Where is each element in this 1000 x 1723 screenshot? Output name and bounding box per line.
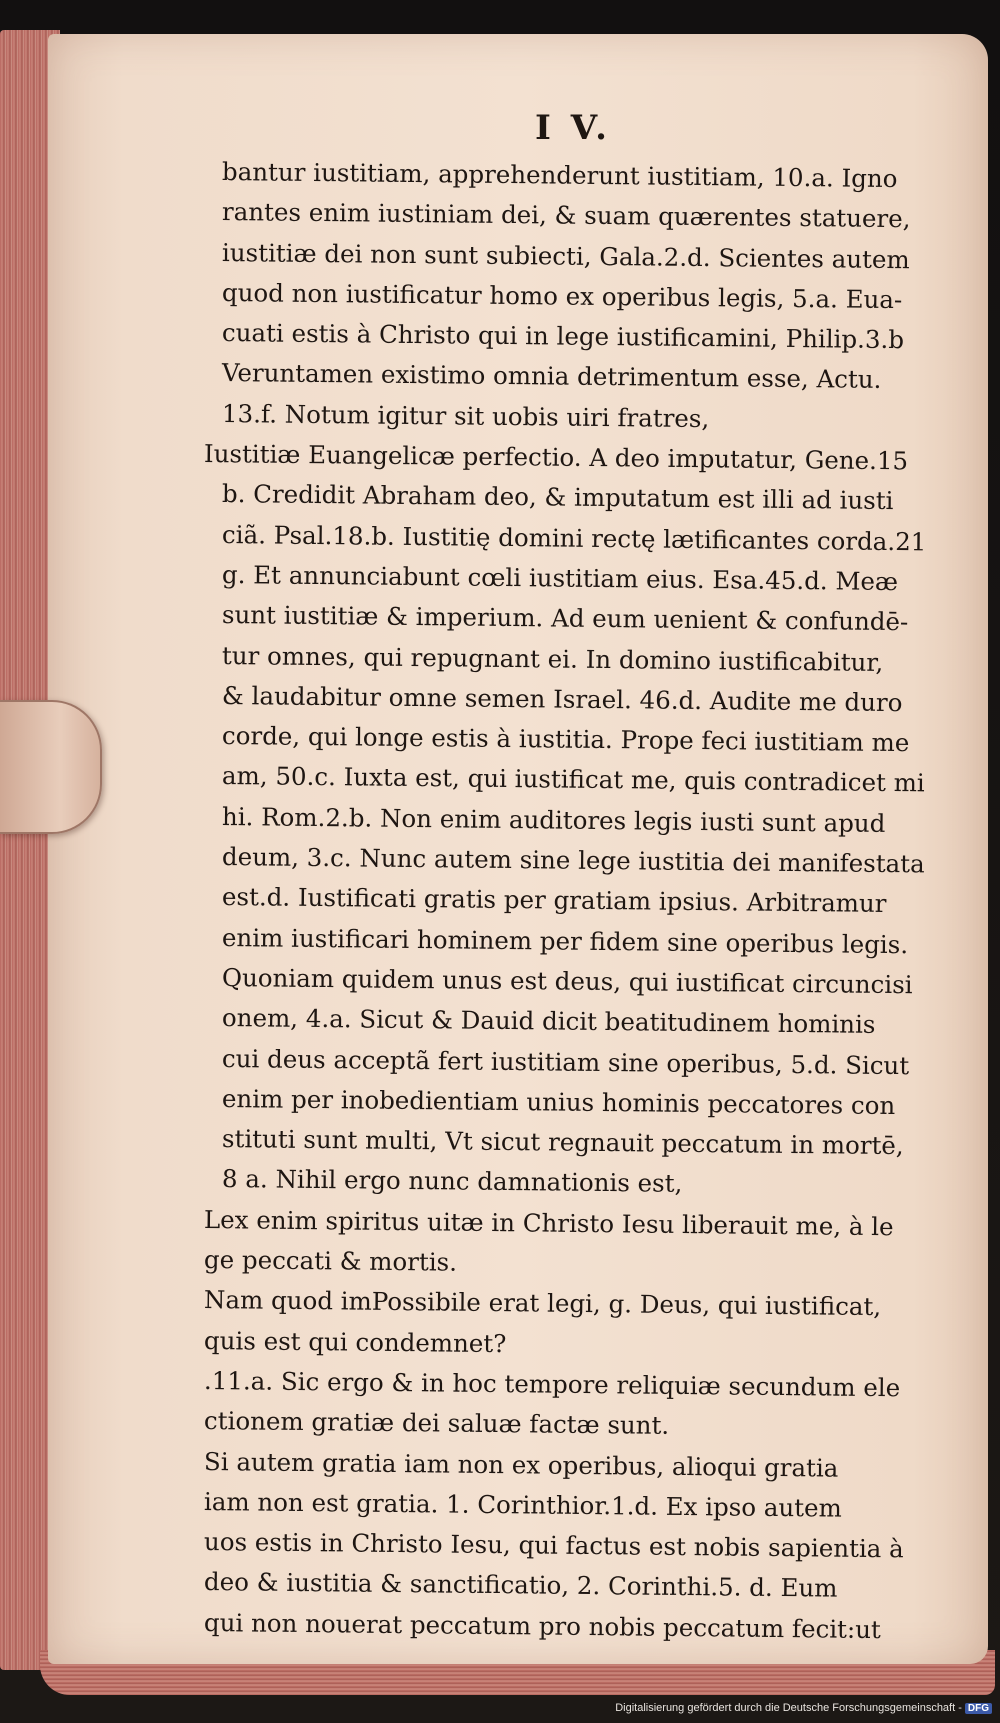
text-line: ge peccati & mortis. [203, 1245, 458, 1277]
text-line: stituti sunt multi, Vt sicut regnauit peccatum in mortē, [221, 1124, 904, 1161]
text-line: enim iustificari hominem per fidem sine operibus legis. [221, 922, 909, 959]
credit-text: Digitalisierung gefördert durch die Deutsche Forschungsgemeinschaft - [615, 1702, 962, 1714]
text-line: 8 a. Nihil ergo nunc damnationis est, [221, 1164, 683, 1199]
text-line: enim per inobedientiam unius hominis peccatores con [221, 1083, 896, 1120]
text-line: onem, 4.a. Sicut & Dauid dicit beatitudinem hominis [221, 1003, 876, 1040]
text-line: qui non nouerat peccatum pro nobis peccatum fecit:ut [203, 1607, 882, 1644]
text-line: uos estis in Christo Iesu, qui factus est nobis sapientia à [203, 1527, 904, 1564]
text-line: am, 50.c. Iuxta est, qui iustificat me, quis contradicet mi [221, 761, 925, 798]
text-line: Iustitiæ Euangelicæ perfectio. A deo imputatur, Gene.15 [203, 439, 909, 476]
page-text-block [203, 152, 962, 1644]
text-line: 13.f. Notum igitur sit uobis uiri fratres, [221, 398, 710, 433]
text-line: Si autem gratia iam non ex operibus, alioqui gratia [203, 1446, 839, 1483]
text-line: iustitiæ dei non sunt subiecti, Gala.2.d. Scientes autem [221, 237, 910, 274]
text-line: deo & iustitia & sanctificatio, 2. Corinthi.5. d. Eum [203, 1567, 838, 1604]
text-line: sunt iustitiæ & imperium. Ad eum uenient & confundē- [221, 600, 909, 637]
text-line: quis est qui condemnet? [203, 1325, 507, 1358]
text-line: est.d. Iustificati gratis per gratiam ipsius. Arbitramur [221, 882, 887, 919]
text-line: cui deus acceptã fert iustitiam sine operibus, 5.d. Sicut [221, 1043, 910, 1080]
text-line: & laudabitur omne semen Israel. 46.d. Audite me duro [221, 680, 903, 717]
text-line: quod non iustificatur homo ex operibus legis, 5.a. Eua- [221, 277, 903, 315]
text-line: Nam quod imPossibile erat legi, g. Deus, qui iustificat, [203, 1285, 882, 1322]
dfg-logo: DFG [965, 1703, 992, 1714]
text-line: iam non est gratia. 1. Corinthior.1.d. Ex ipso autem [203, 1486, 842, 1523]
digitization-credit [615, 1702, 992, 1714]
text-line: Lex enim spiritus uitæ in Christo Iesu liberauit me, à le [203, 1204, 894, 1241]
text-line: ciã. Psal.18.b. Iustitię domini rectę lætificantes corda.21 [221, 519, 927, 557]
page-folio: I V. [535, 108, 612, 148]
text-line: hi. Rom.2.b. Non enim auditores legis iusti sunt apud [221, 801, 886, 838]
text-line: g. Et annunciabunt cœli iustitiam eius. Esa.45.d. Meæ [221, 559, 899, 597]
text-line: ctionem gratiæ dei saluæ factæ sunt. [203, 1406, 670, 1441]
book-clasp [0, 700, 102, 834]
text-line: Quoniam quidem unus est deus, qui iustificat circuncisi [221, 962, 913, 1000]
text-line: b. Credidit Abraham deo, & imputatum est illi ad iusti [221, 479, 894, 516]
text-line: deum, 3.c. Nunc autem sine lege iustitia dei manifestata [221, 842, 925, 879]
text-line: tur omnes, qui repugnant ei. In domino iustificabitur, [221, 640, 884, 677]
text-line: Veruntamen existimo omnia detrimentum esse, Actu. [221, 358, 882, 395]
text-line: rantes enim iustiniam dei, & suam quærentes statuere, [221, 197, 911, 234]
text-line: bantur iustitiam, apprehenderunt iustitiam, 10.a. Igno [221, 157, 898, 194]
text-line: .11.a. Sic ergo & in hoc tempore reliquiæ secundum ele [203, 1365, 901, 1403]
text-line: cuati estis à Christo qui in lege iustificamini, Philip.3.b [221, 318, 905, 355]
text-line: corde, qui longe estis à iustitia. Prope feci iustitiam me [221, 721, 910, 758]
